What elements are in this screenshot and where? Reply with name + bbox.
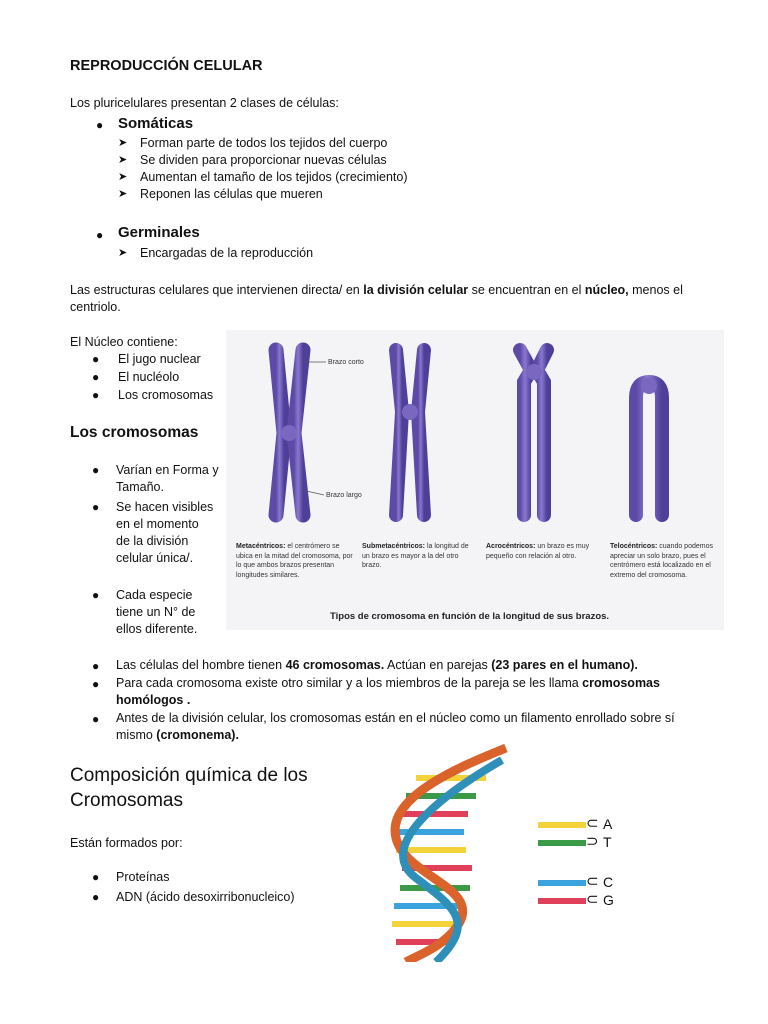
base-a-letter: A: [603, 816, 613, 832]
cromosomas-bullet-2-line4: celular única/.: [116, 551, 194, 565]
bullet-icon: ●: [92, 352, 100, 366]
bullet-icon: ●: [92, 677, 100, 691]
intro-text: Los pluricelulares presentan 2 clases de células:: [70, 96, 339, 110]
estructuras-paragraph: Las estructuras celulares que intervienen directa/ en la división celular se encuentran en el núcleo, menos el: [70, 283, 683, 297]
bullet-46-cromosomas: Las células del hombre tienen 46 cromosomas. Actúan en parejas (23 pares en el humano).: [116, 658, 638, 672]
bullet-icon: ●: [92, 659, 100, 673]
germinales-heading: Germinales: [118, 224, 200, 241]
list-item: Aumentan el tamaño de los tejidos (crecimiento): [140, 170, 408, 184]
arrow-bullet-icon: ➤: [118, 171, 128, 183]
cromosomas-bullet-2: Se hacen visibles: [116, 500, 214, 514]
base-g-letter: G: [603, 892, 614, 908]
bracket-icon: ⊂: [586, 891, 599, 908]
list-item: Encargadas de la reproducción: [140, 246, 314, 260]
dna-helix-illustration: [376, 738, 536, 962]
bracket-icon: ⊃: [586, 833, 599, 850]
composicion-intro: Están formados por:: [70, 836, 183, 850]
arrow-bullet-icon: ➤: [118, 247, 128, 259]
bullet-icon: ●: [92, 370, 100, 384]
cromosomas-heading: Los cromosomas: [70, 424, 199, 441]
base-t-bar: [538, 840, 586, 846]
arrow-bullet-icon: ➤: [118, 154, 128, 166]
base-c-bar: [538, 880, 586, 886]
list-item: Los cromosomas: [118, 388, 214, 402]
composicion-heading: Composición química de los: [70, 765, 308, 786]
composicion-heading-line2: Cromosomas: [70, 790, 183, 811]
bracket-icon: ⊂: [586, 873, 599, 890]
bullet-icon: ●: [92, 500, 100, 514]
submetacentricos-caption: Submetacéntricos: la longitud de un brazo es mayor a la del otro brazo.: [362, 543, 469, 569]
chromosome-types-figure: [226, 330, 724, 630]
cromosomas-bullet-3-line2: tiene un N° de: [116, 605, 196, 619]
list-item: El nucléolo: [118, 370, 180, 384]
cromosomas-bullet-2-line2: en el momento: [116, 517, 199, 531]
list-item: Reponen las células que mueren: [140, 187, 323, 201]
bullet-homologos: Para cada cromosoma existe otro similar y a los miembros de la pareja se les llama cromosomas: [116, 676, 660, 690]
bullet-cromonema: Antes de la división celular, los cromosomas están en el núcleo como un filamento enrollado sobre sí: [116, 711, 675, 725]
bullet-icon: ●: [92, 463, 100, 477]
base-a-bar: [538, 822, 586, 828]
bullet-cromonema-line2: mismo (cromonema).: [116, 728, 239, 742]
arrow-bullet-icon: ➤: [118, 137, 128, 149]
bullet-homologos-line2: homólogos .: [116, 693, 191, 707]
bracket-icon: ⊂: [586, 815, 599, 832]
bullet-icon: ●: [92, 588, 100, 602]
list-item: El jugo nuclear: [118, 352, 201, 366]
base-g-bar: [538, 898, 586, 904]
bullet-icon: ●: [92, 890, 100, 904]
brazo-corto-label: Brazo corto: [328, 359, 364, 366]
bullet-icon: ●: [96, 228, 104, 242]
cromosomas-bullet-2-line3: de la división: [116, 534, 189, 548]
bullet-icon: ●: [92, 712, 100, 726]
cromosomas-bullet-3-line3: ellos diferente.: [116, 622, 198, 636]
cromosomas-bullet-1: Varían en Forma y: [116, 463, 219, 477]
list-item: Forman parte de todos los tejidos del cuerpo: [140, 136, 388, 150]
bullet-icon: ●: [96, 118, 104, 132]
estructuras-paragraph-line2: centriolo.: [70, 300, 121, 314]
list-item: ADN (ácido desoxirribonucleico): [116, 890, 295, 904]
metacentricos-caption: Metacéntricos: el centrómero se ubica en la mitad del cromosoma, por lo que ambos brazos presentan longitudes similares.: [236, 543, 353, 579]
brazo-largo-label: Brazo largo: [326, 492, 362, 499]
bullet-icon: ●: [92, 388, 100, 402]
base-t-letter: T: [603, 834, 612, 850]
cromosomas-bullet-3: Cada especie: [116, 588, 193, 602]
figure-caption: Tipos de cromosoma en función de la longitud de sus brazos.: [330, 611, 610, 622]
bullet-icon: ●: [92, 870, 100, 884]
acrocentricos-caption: Acrocéntricos: un brazo es muy pequeño con relación al otro.: [486, 543, 590, 560]
page-title: REPRODUCCIÓN CELULAR: [70, 58, 263, 74]
list-item: Proteínas: [116, 870, 170, 884]
list-item: Se dividen para proporcionar nuevas células: [140, 153, 387, 167]
somaticas-heading: Somáticas: [118, 115, 194, 132]
cromosomas-bullet-1-line2: Tamaño.: [116, 480, 164, 494]
arrow-bullet-icon: ➤: [118, 188, 128, 200]
nucleo-heading: El Núcleo contiene:: [70, 335, 178, 349]
chromosome-illustration: [226, 330, 724, 630]
base-c-letter: C: [603, 874, 614, 890]
telocentricos-caption: Telocéntricos: cuando podemos apreciar un solo brazo, pues el centrómero está localizado en el extremo del cromosoma.: [610, 543, 713, 579]
